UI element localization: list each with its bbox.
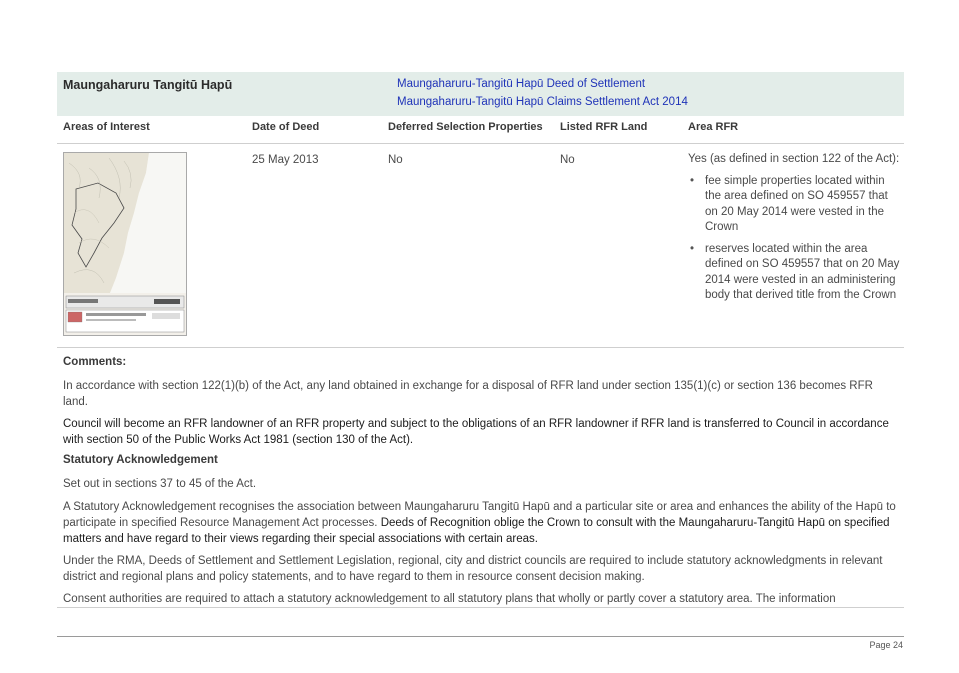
- comments-title: Comments:: [63, 356, 127, 368]
- statutory-paragraph-2b: Deeds of Recognition oblige the Crown to consult with the Maungaharuru-Tangitū Hapū on specified matters and have regard to their views regarding their special associations with certain areas.: [63, 517, 890, 545]
- area-rfr-bullet: • fee simple properties located within the area defined on SO 459557 that on 20 May 2014 were vested in the Crown: [688, 174, 902, 236]
- footer-divider: [57, 636, 904, 637]
- area-rfr-list: [688, 174, 902, 304]
- statutory-paragraph-4: Consent authorities are required to attach a statutory acknowledgement to all statutory plans that wholly or partly cover a statutory area. The information: [63, 593, 836, 605]
- date-of-deed-value: 25 May 2013: [252, 154, 319, 166]
- area-rfr-cell: [688, 152, 902, 310]
- listed-rfr-value: No: [560, 154, 575, 166]
- area-rfr-intro: Yes (as defined in section 122 of the Act):: [688, 153, 900, 165]
- header-areas-of-interest: Areas of Interest: [63, 121, 150, 133]
- header-divider: [57, 143, 904, 144]
- area-rfr-bullet: • reserves located within the area defined on SO 459557 that on 20 May 2014 were vested in an administering body that derived title from the Crown: [688, 242, 902, 304]
- header-area-rfr: Area RFR: [688, 121, 739, 133]
- deed-of-settlement-link[interactable]: Maungaharuru-Tangitū Hapū Deed of Settlement: [397, 78, 646, 90]
- header-deferred-selection: Deferred Selection Properties: [388, 121, 543, 133]
- statutory-paragraph-3: Under the RMA, Deeds of Settlement and Settlement Legislation, regional, city and district councils are required to include statutory acknowledgments in relevant district and regional plans and policy statements, and to have regard to them in resource consent decision making.: [63, 555, 883, 583]
- deferred-selection-value: No: [388, 154, 403, 166]
- claims-settlement-act-link[interactable]: Maungaharuru-Tangitū Hapū Claims Settlement Act 2014: [397, 96, 688, 108]
- header-date-of-deed: Date of Deed: [252, 121, 320, 133]
- comments-paragraph-2: Council will become an RFR landowner of an RFR property and subject to the obligations of an RFR landowner if RFR land is transferred to Council in accordance with section 50 of the Public Works Act 1981 (section 130 of the Act).: [63, 418, 889, 446]
- page-number: Page 24: [869, 640, 903, 650]
- area-of-interest-map: [63, 152, 187, 336]
- statutory-acknowledgement-title: Statutory Acknowledgement: [63, 454, 218, 466]
- comments-paragraph-1: In accordance with section 122(1)(b) of the Act, any land obtained in exchange for a disposal of RFR land under section 135(1)(c) or section 136 becomes RFR land.: [63, 380, 873, 408]
- row-divider: [57, 347, 904, 348]
- header-listed-rfr: Listed RFR Land: [560, 121, 648, 133]
- statutory-paragraph-2a: A Statutory Acknowledgement recognises the association between Maungaharuru Tangitū Hapū and a particular site or area and enhances the ability of the Hapū to participate in specified Resource Management Act processes.: [63, 501, 896, 529]
- statutory-paragraph-2: [63, 499, 898, 547]
- group-title: Maungaharuru Tangitū Hapū: [63, 78, 233, 92]
- map-image: [64, 153, 186, 335]
- text-divider: [57, 607, 904, 608]
- statutory-paragraph-1: Set out in sections 37 to 45 of the Act.: [63, 478, 257, 490]
